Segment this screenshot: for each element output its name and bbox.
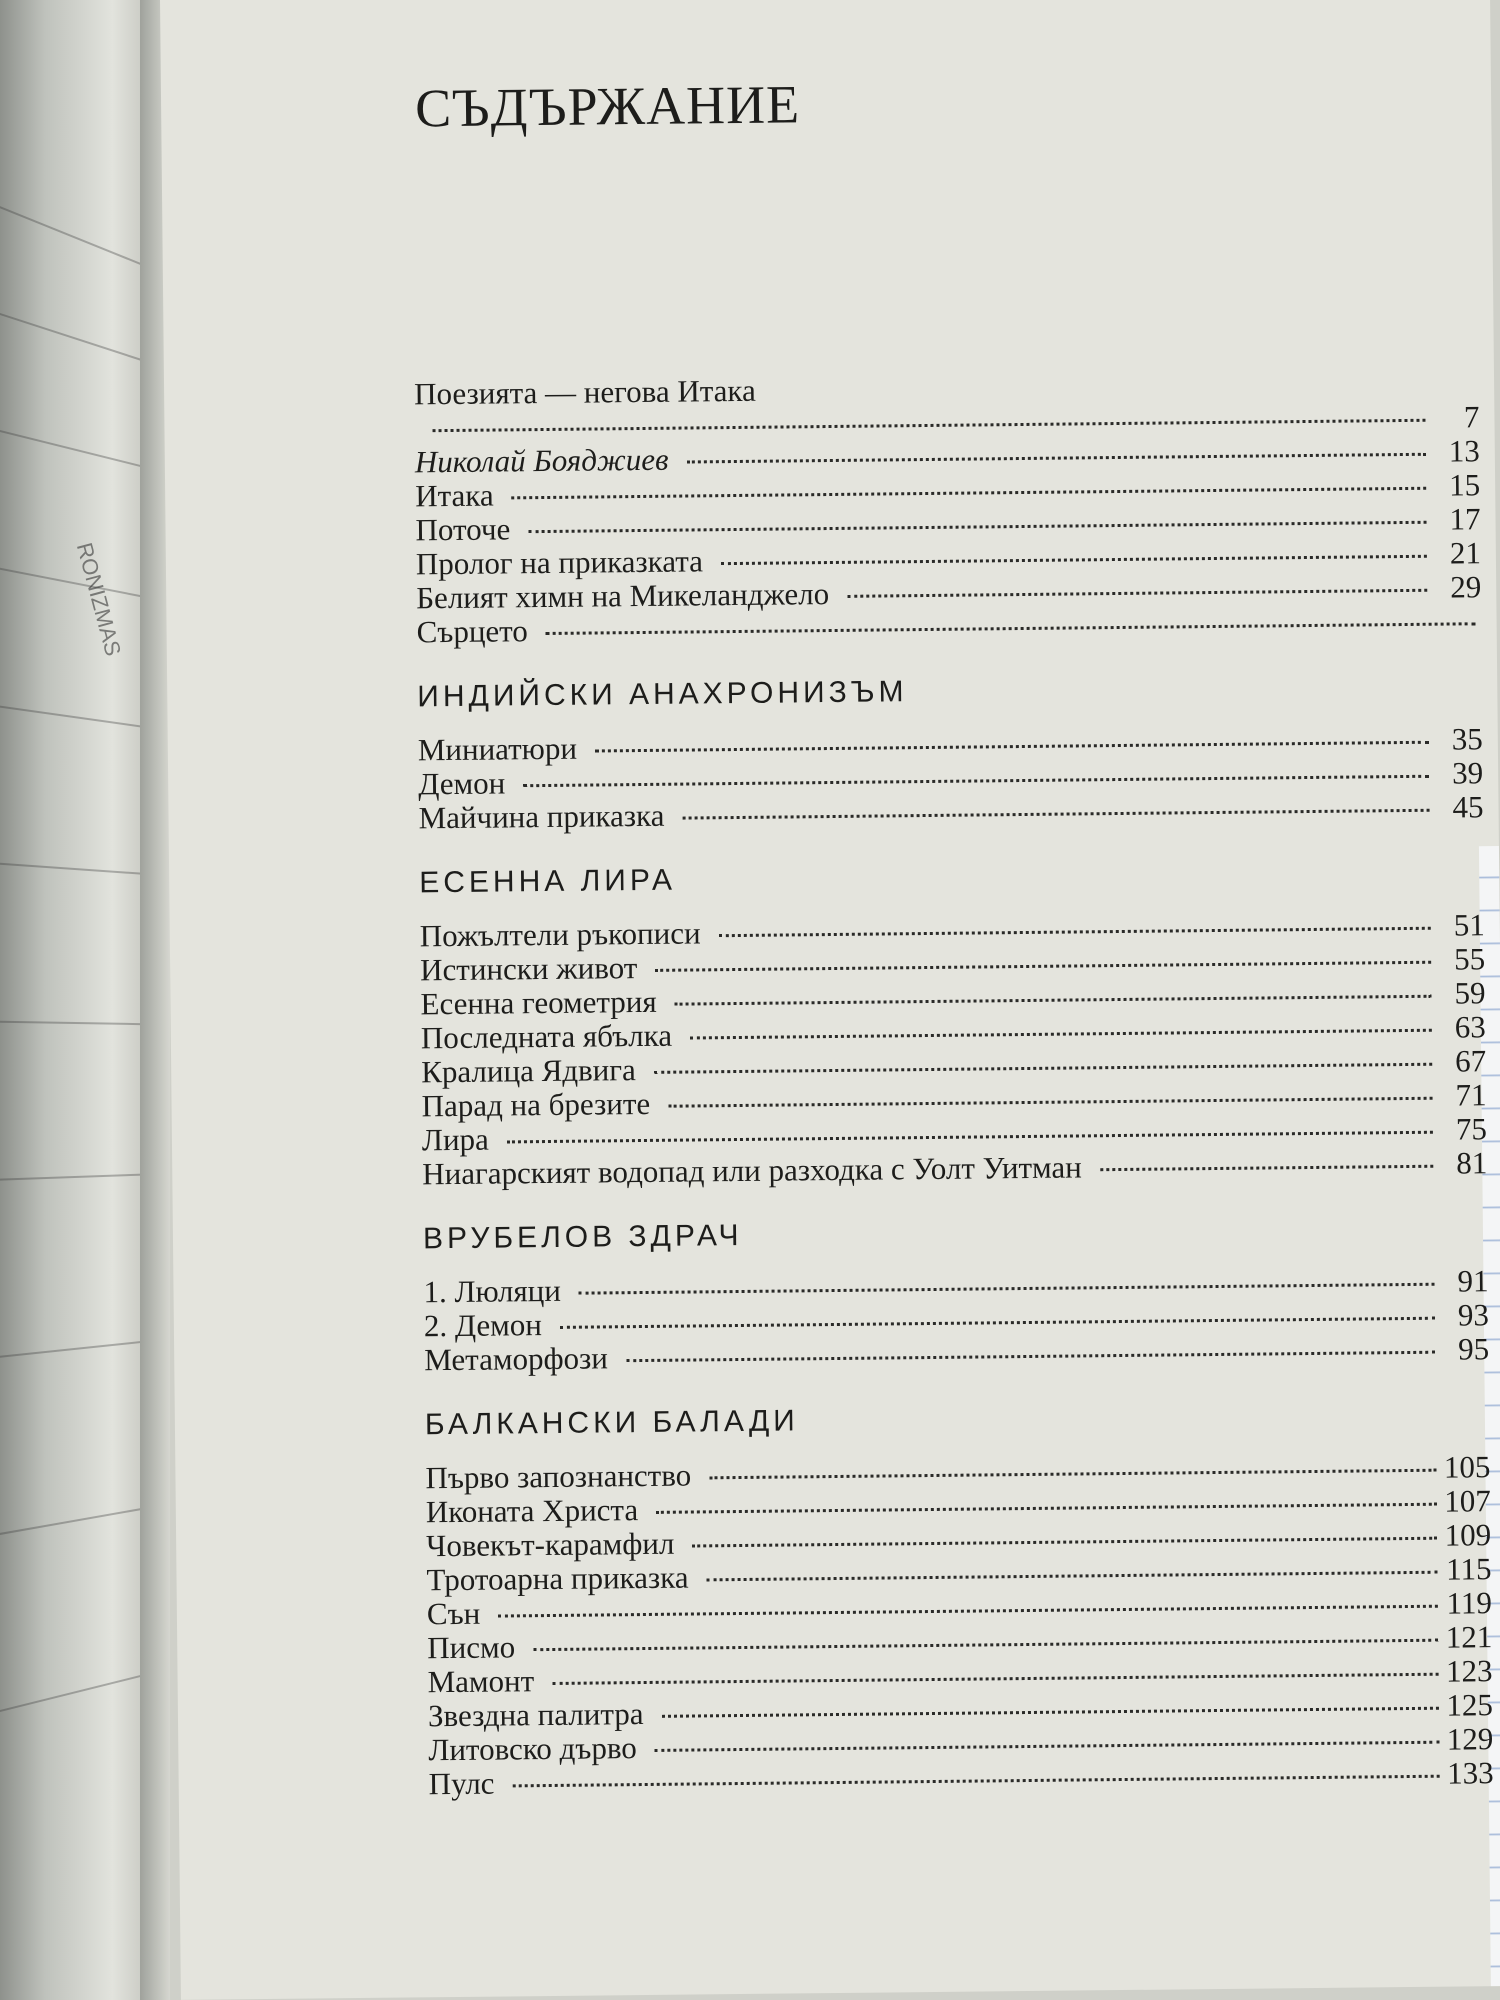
entry-title: Есенна геометрия [420, 983, 657, 1022]
contents-page [160, 0, 1500, 2000]
dot-leader [595, 741, 1429, 753]
facing-page-rule [0, 1339, 150, 1362]
facing-page-rule [0, 1020, 150, 1025]
entry-title: 2. Демон [423, 1307, 543, 1344]
entry-page-number: 55 [1453, 941, 1486, 977]
section-heading: ЕСЕННА ЛИРА [419, 863, 677, 900]
entry-title: Човекът-карамфил [426, 1525, 675, 1564]
facing-page-rule [0, 420, 150, 470]
entry-page-number: 119 [1446, 1585, 1493, 1621]
entry-title: 1. Люляци [423, 1272, 562, 1310]
entry-title: Итака [415, 477, 494, 514]
dot-leader [656, 1503, 1437, 1514]
dot-leader [707, 1571, 1438, 1582]
entry-title: Майчина приказка [418, 797, 665, 836]
entry-title: Последната ябълка [420, 1017, 673, 1056]
facing-page-rule [0, 190, 146, 267]
dot-leader [498, 1605, 1438, 1618]
entry-page-number: 91 [1457, 1263, 1489, 1299]
section-heading: ИНДИЙСКИ АНАХРОНИЗЪМ [417, 675, 908, 714]
entry-title: Сън [426, 1595, 481, 1632]
entry-title: Кралица Ядвига [421, 1052, 636, 1090]
dot-leader [512, 487, 1427, 500]
entry-page-number: 7 [1463, 399, 1480, 435]
entry-title: Иконата Христа [425, 1492, 639, 1530]
dot-leader [512, 1775, 1439, 1788]
entry-page-number: 95 [1458, 1331, 1490, 1367]
entry-page-number: 71 [1455, 1077, 1487, 1113]
dot-leader [682, 809, 1429, 820]
entry-page-number: 125 [1446, 1687, 1494, 1723]
entry-title: Пролог на приказката [415, 543, 704, 582]
facing-page-rule [0, 860, 150, 876]
dot-leader [719, 927, 1431, 937]
entry-title: Николай Бояджиев [414, 441, 669, 480]
entry-page-number: 105 [1443, 1449, 1491, 1485]
dot-leader [433, 419, 1426, 432]
dot-leader [546, 622, 1476, 635]
entry-title: Поточе [415, 511, 511, 548]
entry-page-number: 39 [1451, 755, 1484, 791]
entry-title: Метаморфози [424, 1340, 609, 1378]
entry-page-number: 51 [1453, 907, 1485, 943]
dot-leader [523, 775, 1429, 787]
entry-title: Ниагарският водопад или разходка с Уолт Уитман [422, 1149, 1082, 1192]
entry-title: Истински живот [419, 950, 638, 988]
dot-leader [668, 1097, 1432, 1108]
section-heading: БАЛКАНСКИ БАЛАДИ [424, 1404, 799, 1442]
entry-title: Пожълтели ръкописи [419, 915, 701, 954]
entry-title: Литовско дърво [428, 1730, 637, 1768]
dot-leader [579, 1283, 1435, 1295]
facing-page-edge [0, 0, 150, 2000]
entry-page-number: 35 [1451, 721, 1483, 757]
dot-leader [552, 1673, 1438, 1685]
entry-page-number: 67 [1454, 1043, 1487, 1079]
entry-page-number: 15 [1448, 467, 1481, 503]
entry-title: Звездна палитра [427, 1696, 644, 1734]
entry-page-number: 133 [1446, 1755, 1494, 1791]
entry-page-number: 81 [1456, 1145, 1488, 1181]
entry-page-number: 63 [1454, 1009, 1487, 1045]
entry-page-number: 107 [1444, 1483, 1491, 1519]
facing-page-text: RONIZMAS [71, 540, 127, 659]
entry-page-number: 59 [1454, 975, 1486, 1011]
entry-title: Парад на брезите [421, 1085, 651, 1124]
entry-title: Мамонт [427, 1663, 535, 1700]
table-of-contents [414, 366, 1494, 1801]
facing-page-rule [0, 1505, 150, 1542]
dot-leader [692, 1537, 1437, 1548]
entry-title: Първо запознанство [425, 1457, 692, 1496]
entry-title: Пулс [428, 1765, 495, 1802]
entry-title: Писмо [427, 1629, 516, 1666]
entry-title: Тротоарна приказка [426, 1559, 689, 1598]
entry-page-number: 45 [1452, 789, 1484, 825]
dot-leader [533, 1639, 1438, 1651]
dot-leader [528, 521, 1426, 533]
entry-title: Миниатюри [417, 730, 578, 768]
facing-page-rule [0, 1672, 150, 1722]
entry-page-number: 93 [1457, 1297, 1490, 1333]
entry-page-number: 121 [1445, 1619, 1493, 1655]
facing-page-rule [0, 300, 150, 364]
page-title: СЪДЪРЖАНИЕ [414, 74, 801, 139]
entry-page-number: 129 [1446, 1721, 1494, 1757]
dot-leader [675, 995, 1432, 1006]
dot-leader [560, 1317, 1435, 1329]
dot-leader [709, 1469, 1436, 1480]
facing-page-rule [0, 700, 150, 730]
entry-title: Поезията — негова Итака [413, 372, 756, 412]
entry-page-number: 13 [1448, 433, 1480, 469]
facing-page-rule [0, 1173, 150, 1182]
dot-leader [626, 1351, 1435, 1362]
entry-title: Белият химн на Микеланджело [416, 576, 830, 616]
entry-page-number: 115 [1445, 1551, 1492, 1587]
dot-leader [686, 453, 1425, 464]
entry-page-number: 21 [1449, 535, 1482, 571]
entry-page-number: 75 [1455, 1111, 1488, 1147]
dot-leader [662, 1707, 1439, 1718]
entry-page-number: 17 [1449, 501, 1481, 537]
dot-leader [655, 1741, 1440, 1752]
dot-leader [847, 589, 1427, 598]
entry-page-number: 123 [1445, 1653, 1493, 1689]
entry-title: Сърцето [416, 613, 529, 650]
entry-title: Демон [418, 765, 506, 802]
dot-leader [654, 1063, 1432, 1074]
dot-leader [690, 1029, 1432, 1040]
entry-page-number: 109 [1444, 1517, 1492, 1553]
facing-page-rule [0, 560, 150, 600]
entry-title: Лира [421, 1121, 490, 1158]
entry-page-number: 29 [1450, 569, 1482, 605]
section-heading: ВРУБЕЛОВ ЗДРАЧ [422, 1218, 743, 1256]
dot-leader [655, 961, 1431, 972]
dot-leader [721, 555, 1427, 565]
dot-leader [507, 1131, 1433, 1144]
dot-leader [1100, 1165, 1434, 1171]
